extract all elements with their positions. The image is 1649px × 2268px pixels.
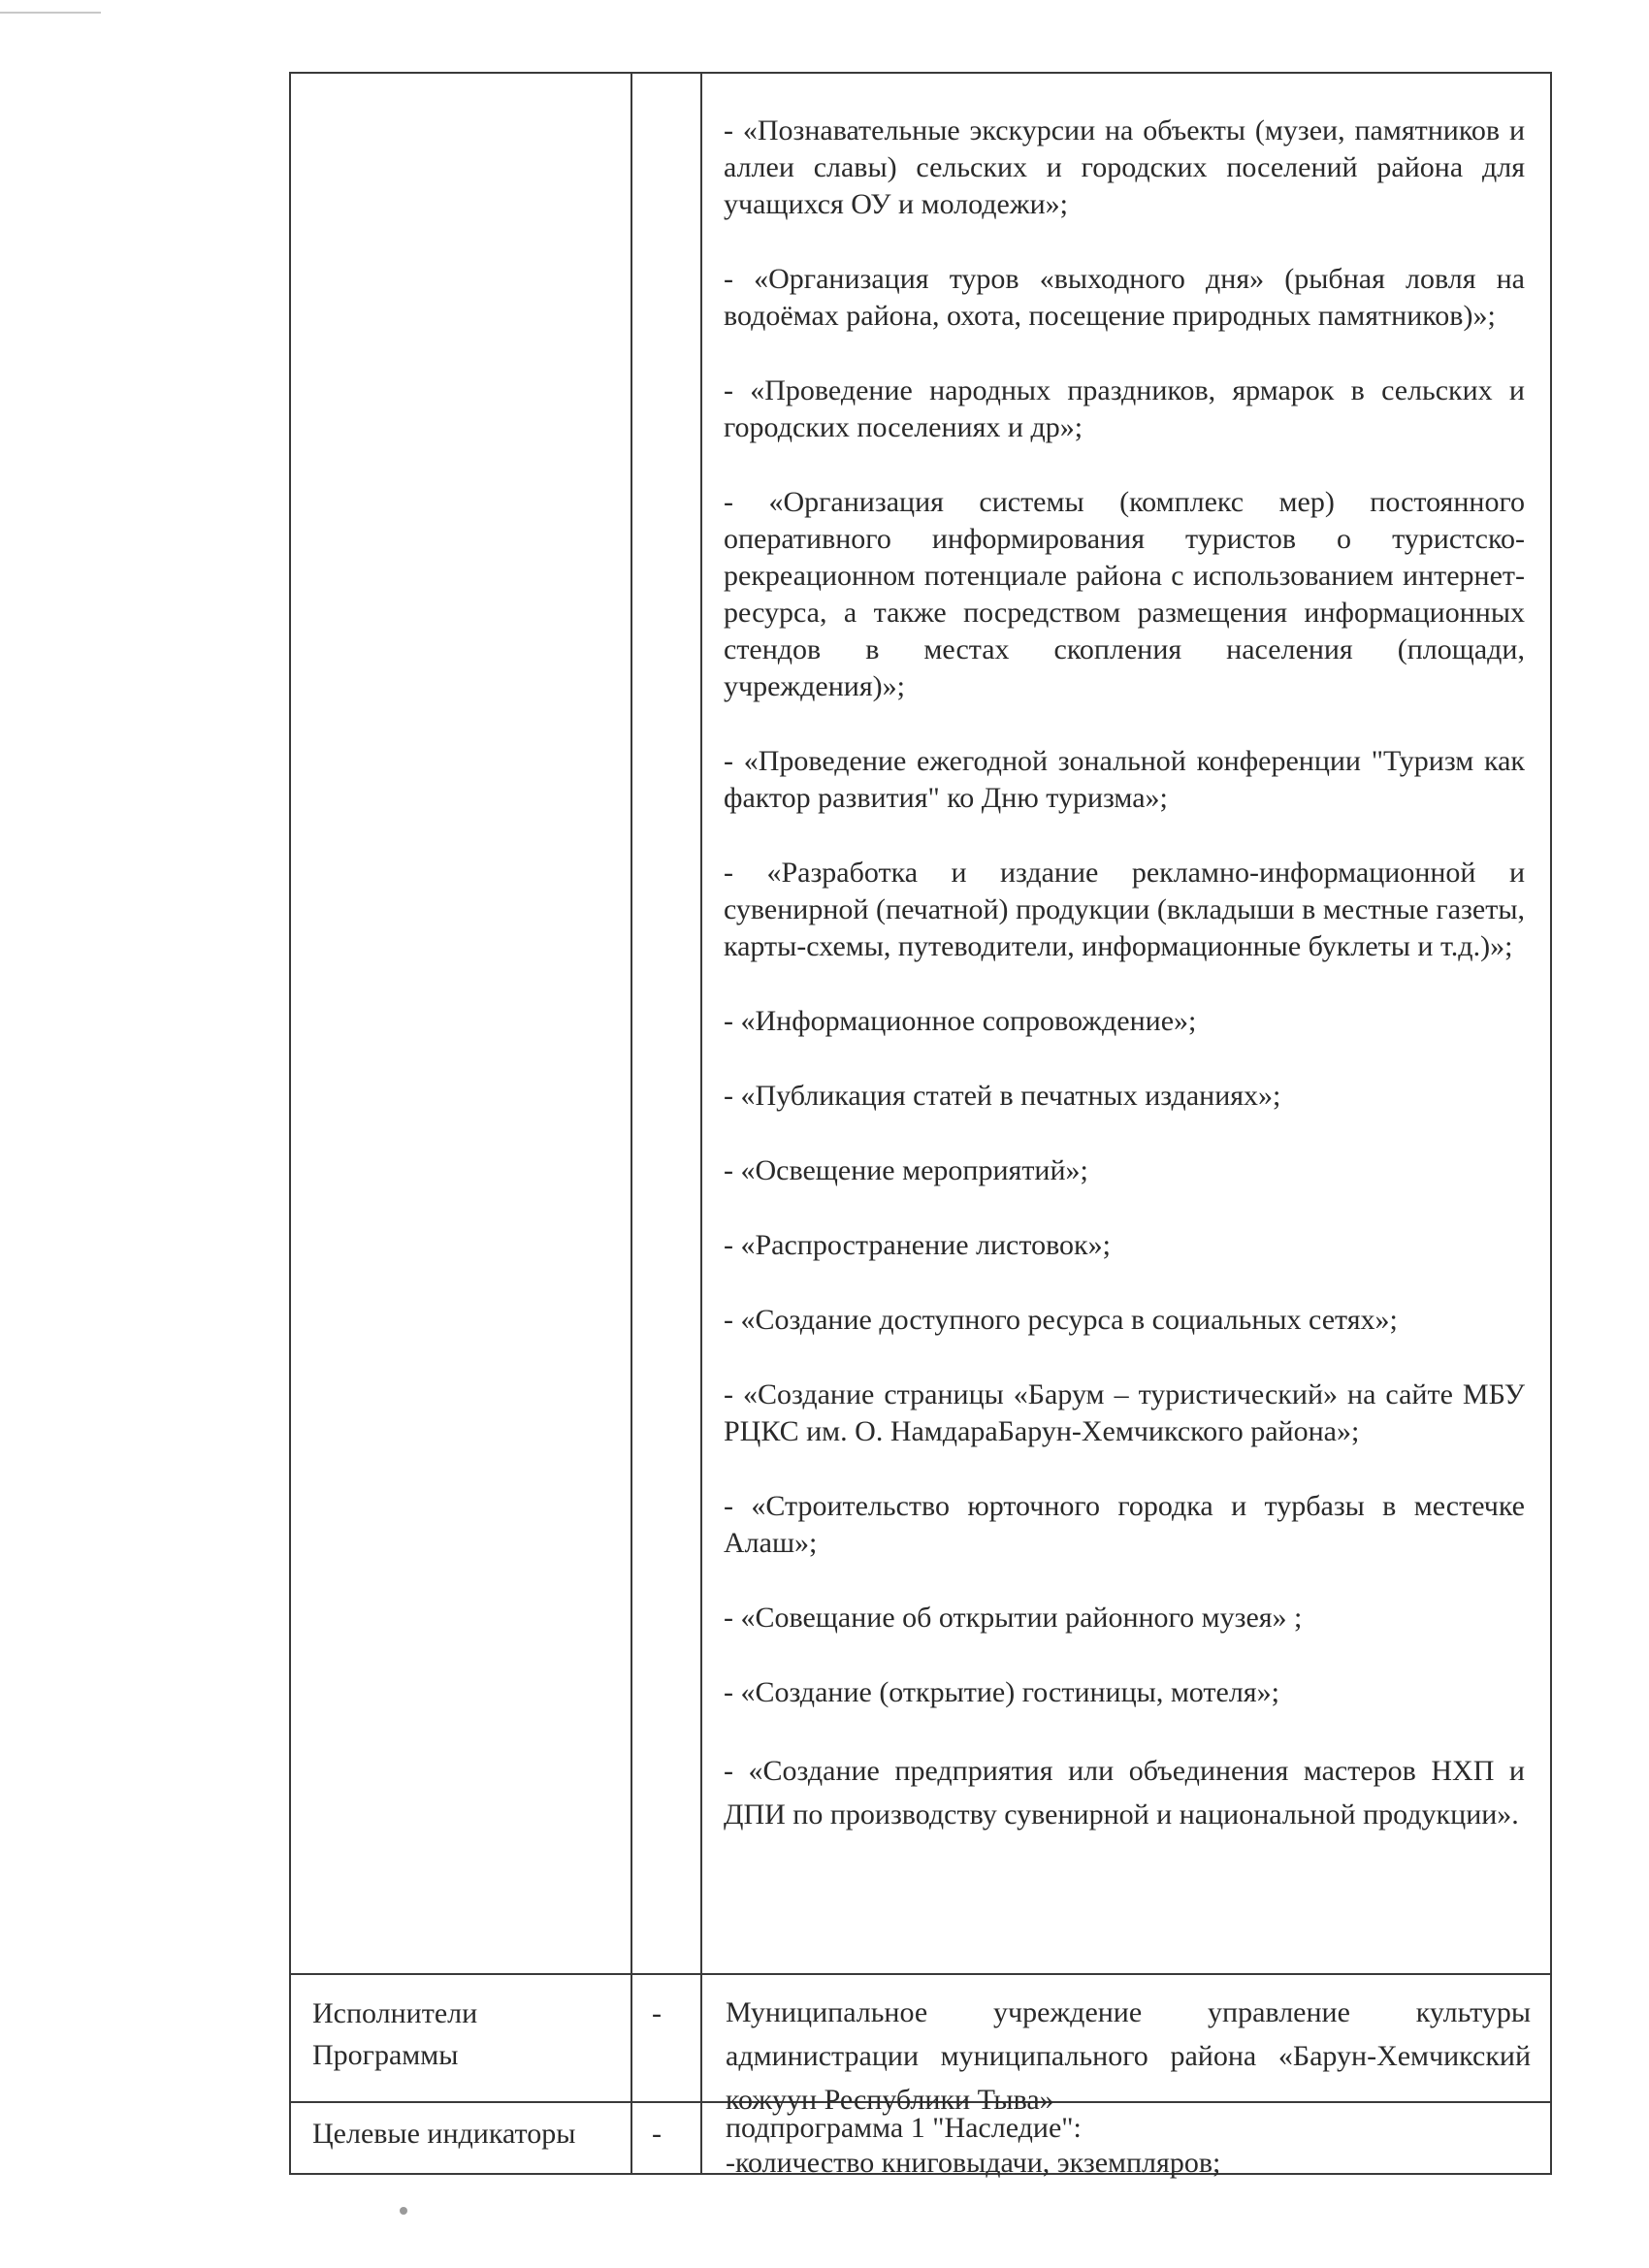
row-dash: - — [652, 2118, 662, 2150]
indicators-subprogram: подпрограмма 1 "Наследие": — [726, 2112, 1082, 2144]
row-dash-cell — [632, 1975, 702, 2101]
list-item: - «Информационное сопровождение»; — [724, 1005, 1197, 1037]
row-label — [291, 74, 630, 91]
row-dash-cell — [632, 2103, 702, 2173]
list-item: - «Совещание об открытии районного музея» ; — [724, 1602, 1303, 1634]
list-item: - «Строительство юрточного городка и турбазы в местечке Алаш»; — [724, 1490, 1525, 1559]
scan-speck — [400, 2207, 407, 2215]
row-label-cell — [291, 2103, 632, 2173]
row-content-cell — [702, 1975, 1550, 2116]
list-item: - «Организация туров «выходного дня» (рыбная ловля на водоёмах района, охота, посещение природных памятников)»; — [724, 263, 1525, 332]
row-label-cell — [291, 74, 632, 1973]
list-item: - «Создание предприятия или объединения мастеров НХП и ДПИ по производству сувенирной и национальной продукции». — [724, 1755, 1525, 1831]
executors-label: Исполнители Программы — [312, 1997, 478, 2071]
row-dash — [632, 74, 700, 91]
indicators-item: -количество книговыдачи, экземпляров; — [726, 2147, 1221, 2179]
list-item: - «Освещение мероприятий»; — [724, 1154, 1088, 1186]
table-row-indicators — [291, 2103, 1550, 2179]
table-row-activities — [291, 74, 1550, 1975]
row-content-cell — [702, 74, 1550, 1973]
list-item: - «Публикация статей в печатных изданиях»; — [724, 1080, 1281, 1112]
executors-value: Муниципальное учреждение управление культуры администрации муниципального района «Барун-Хемчикский кожуун Республики Тыва» — [726, 1996, 1531, 2116]
list-item: - «Познавательные экскурсии на объекты (музеи, памятников и аллеи славы) сельских и городских поселений района для учащихся ОУ и молодежи»; — [724, 114, 1525, 220]
list-item: - «Создание (открытие) гостиницы, мотеля»; — [724, 1676, 1279, 1708]
program-table — [289, 72, 1552, 2179]
list-item: - «Разработка и издание рекламно-информационной и сувенирной (печатной) продукции (вкладыши в местные газеты, карты-схемы, путеводители, информационные буклеты и т.д.)»; — [724, 857, 1525, 962]
list-item: - «Проведение народных праздников, ярмарок в сельских и городских поселениях и др»; — [724, 374, 1525, 443]
row-label-cell — [291, 1975, 632, 2101]
scan-edge-line — [0, 12, 101, 14]
row-dash: - — [652, 1997, 662, 2029]
list-item: - «Проведение ежегодной зональной конференции "Туризм как фактор развития" ко Дню туризма»; — [724, 745, 1525, 814]
row-dash-cell — [632, 74, 702, 1973]
activity-list — [702, 74, 1550, 1836]
indicators-value — [702, 2103, 1550, 2181]
table-row-executors — [291, 1975, 1550, 2116]
list-item: - «Организация системы (комплекс мер) постоянного оперативного информирования туристов о туристско-рекреационном потенциале района с использованием интернет- ресурса, а также посредством размещения информационных стендов в местах скопления населения (площади, учреждения)»; — [724, 486, 1525, 702]
list-item: - «Создание доступного ресурса в социальных сетях»; — [724, 1304, 1398, 1336]
indicators-label: Целевые индикаторы — [312, 2118, 576, 2150]
list-item: - «Распространение листовок»; — [724, 1229, 1111, 1261]
list-item: - «Создание страницы «Барум – туристический» на сайте МБУ РЦКС им. О. НамдараБарун-Хемчикского района»; — [724, 1378, 1525, 1447]
row-content-cell — [702, 2103, 1550, 2179]
